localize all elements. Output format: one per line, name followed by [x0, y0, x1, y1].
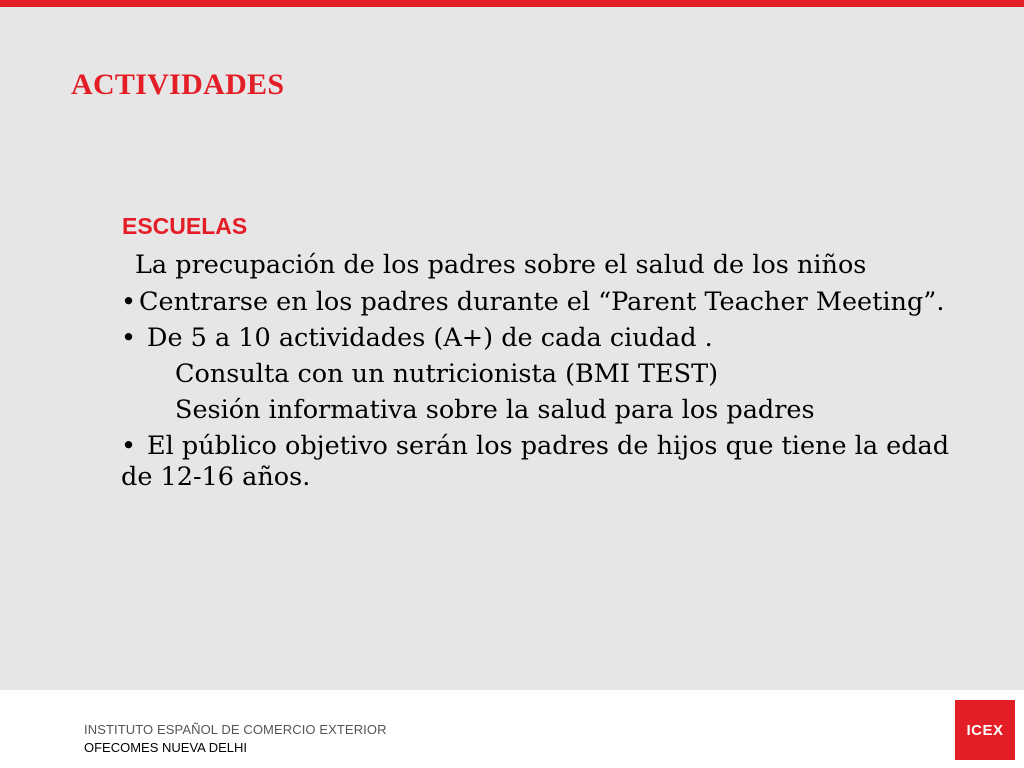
sub-item — [121, 359, 951, 390]
intro-text: La precupación de los padres sobre el salud de los niños — [135, 250, 867, 280]
footer-organization: INSTITUTO ESPAÑOL DE COMERCIO EXTERIOR — [84, 722, 387, 737]
slide-body — [121, 250, 951, 498]
slide-title: ACTIVIDADES — [71, 68, 285, 101]
bullet-item — [121, 323, 951, 354]
bullet-icon: • — [121, 287, 137, 317]
bullet-icon: • — [121, 323, 137, 353]
icex-logo: ICEX — [955, 700, 1015, 760]
bullet-text: El público objetivo serán los padres de hijos que tiene la edad de 12-16 años. — [121, 431, 950, 492]
bullet-text: Centrarse en los padres durante el “Parent Teacher Meeting”. — [139, 287, 945, 317]
bullet-icon: • — [121, 431, 137, 461]
top-accent-bar — [0, 0, 1024, 7]
sub-item-text: Consulta con un nutricionista (BMI TEST) — [175, 359, 719, 389]
sub-item-text: Sesión informativa sobre la salud para los padres — [175, 395, 815, 425]
intro-paragraph — [121, 250, 951, 281]
bullet-item — [121, 287, 951, 318]
footer-office: OFECOMES NUEVA DELHI — [84, 740, 248, 755]
bullet-text: De 5 a 10 actividades (A+) de cada ciudad . — [147, 323, 713, 353]
bullet-item — [121, 431, 951, 493]
section-subtitle: ESCUELAS — [122, 213, 248, 239]
sub-item — [121, 395, 951, 426]
